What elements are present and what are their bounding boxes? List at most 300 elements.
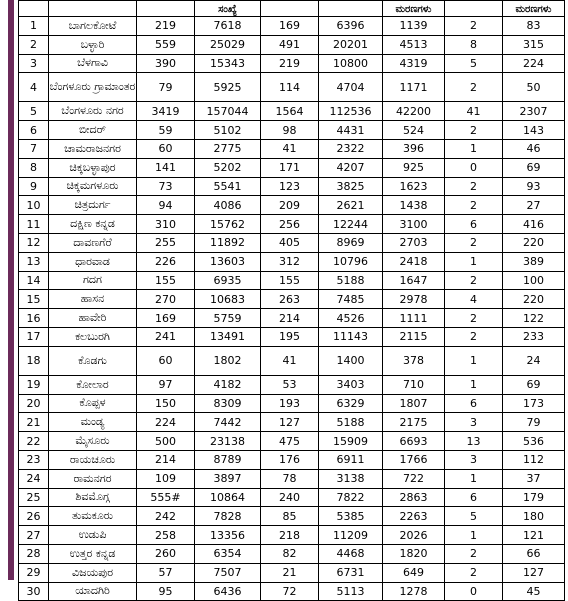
value-cell: 390 bbox=[137, 54, 195, 73]
value-cell: 66 bbox=[503, 544, 565, 563]
value-cell: 1139 bbox=[383, 17, 445, 36]
value-cell: 13491 bbox=[195, 327, 261, 346]
value-cell: 2 bbox=[445, 309, 503, 328]
value-cell: 240 bbox=[261, 488, 319, 507]
value-cell: 79 bbox=[137, 73, 195, 102]
value-cell: 1 bbox=[445, 139, 503, 158]
table-row bbox=[19, 73, 565, 102]
value-cell: 1400 bbox=[319, 346, 383, 375]
value-cell: 4468 bbox=[319, 544, 383, 563]
value-cell: 3138 bbox=[319, 469, 383, 488]
value-cell: 97 bbox=[137, 375, 195, 394]
value-cell: 123 bbox=[261, 177, 319, 196]
value-cell: 242 bbox=[137, 507, 195, 526]
value-cell: 6693 bbox=[383, 432, 445, 451]
value-cell: 6731 bbox=[319, 563, 383, 582]
value-cell: 195 bbox=[261, 327, 319, 346]
value-cell: 10800 bbox=[319, 54, 383, 73]
table-row bbox=[19, 413, 565, 432]
value-cell: 2703 bbox=[383, 233, 445, 252]
value-cell: 73 bbox=[137, 177, 195, 196]
value-cell: 121 bbox=[503, 526, 565, 545]
row-number-cell: 15 bbox=[19, 290, 49, 309]
value-cell: 3419 bbox=[137, 102, 195, 121]
value-cell: 2 bbox=[445, 563, 503, 582]
value-cell: 1564 bbox=[261, 102, 319, 121]
value-cell: 46 bbox=[503, 139, 565, 158]
value-cell: 5385 bbox=[319, 507, 383, 526]
value-cell: 524 bbox=[383, 121, 445, 140]
left-margin-bar bbox=[8, 0, 14, 580]
value-cell: 24 bbox=[503, 346, 565, 375]
table-row bbox=[19, 35, 565, 54]
district-name-cell: ಹಾವೇರಿ bbox=[49, 309, 137, 328]
value-cell: 94 bbox=[137, 196, 195, 215]
district-name-cell: ರಾಮನಗರ bbox=[49, 469, 137, 488]
row-number-cell: 14 bbox=[19, 271, 49, 290]
value-cell: 112536 bbox=[319, 102, 383, 121]
value-cell: 2418 bbox=[383, 252, 445, 271]
value-cell: 69 bbox=[503, 375, 565, 394]
row-number-cell: 18 bbox=[19, 346, 49, 375]
value-cell: 5925 bbox=[195, 73, 261, 102]
value-cell: 6 bbox=[445, 488, 503, 507]
value-cell: 258 bbox=[137, 526, 195, 545]
table-row bbox=[19, 252, 565, 271]
value-cell: 173 bbox=[503, 394, 565, 413]
district-name-cell: ಶಿವಮೊಗ್ಗ bbox=[49, 488, 137, 507]
table-row bbox=[19, 394, 565, 413]
value-cell: 85 bbox=[261, 507, 319, 526]
row-number-cell: 1 bbox=[19, 17, 49, 36]
header-cell bbox=[137, 1, 195, 17]
value-cell: 7485 bbox=[319, 290, 383, 309]
district-name-cell: ದಕ್ಷಿಣ ಕನ್ನಡ bbox=[49, 215, 137, 234]
value-cell: 8789 bbox=[195, 450, 261, 469]
value-cell: 405 bbox=[261, 233, 319, 252]
value-cell: 141 bbox=[137, 158, 195, 177]
header-cell bbox=[49, 1, 137, 17]
value-cell: 1802 bbox=[195, 346, 261, 375]
value-cell: 98 bbox=[261, 121, 319, 140]
value-cell: 6329 bbox=[319, 394, 383, 413]
value-cell: 127 bbox=[503, 563, 565, 582]
value-cell: 57 bbox=[137, 563, 195, 582]
row-number-cell: 7 bbox=[19, 139, 49, 158]
value-cell: 21 bbox=[261, 563, 319, 582]
value-cell: 6396 bbox=[319, 17, 383, 36]
table-row bbox=[19, 375, 565, 394]
value-cell: 7618 bbox=[195, 17, 261, 36]
value-cell: 1 bbox=[445, 375, 503, 394]
value-cell: 416 bbox=[503, 215, 565, 234]
value-cell: 233 bbox=[503, 327, 565, 346]
value-cell: 13 bbox=[445, 432, 503, 451]
district-name-cell: ರಾಯಚೂರು bbox=[49, 450, 137, 469]
value-cell: 179 bbox=[503, 488, 565, 507]
district-name-cell: ಚಾಮರಾಜನಗರ bbox=[49, 139, 137, 158]
header-cell: ಸಂಖ್ಯೆ bbox=[195, 1, 261, 17]
district-name-cell: ವಿಜಯಪುರ bbox=[49, 563, 137, 582]
value-cell: 100 bbox=[503, 271, 565, 290]
district-name-cell: ಗದಗ bbox=[49, 271, 137, 290]
value-cell: 5759 bbox=[195, 309, 261, 328]
value-cell: 6911 bbox=[319, 450, 383, 469]
value-cell: 5102 bbox=[195, 121, 261, 140]
value-cell: 925 bbox=[383, 158, 445, 177]
row-number-cell: 28 bbox=[19, 544, 49, 563]
value-cell: 1171 bbox=[383, 73, 445, 102]
district-name-cell: ಚಿತ್ರದುರ್ಗ bbox=[49, 196, 137, 215]
value-cell: 220 bbox=[503, 233, 565, 252]
row-number-cell: 22 bbox=[19, 432, 49, 451]
value-cell: 315 bbox=[503, 35, 565, 54]
value-cell: 310 bbox=[137, 215, 195, 234]
value-cell: 109 bbox=[137, 469, 195, 488]
value-cell: 1 bbox=[445, 346, 503, 375]
value-cell: 219 bbox=[261, 54, 319, 73]
row-number-cell: 5 bbox=[19, 102, 49, 121]
value-cell: 270 bbox=[137, 290, 195, 309]
row-number-cell: 25 bbox=[19, 488, 49, 507]
value-cell: 25029 bbox=[195, 35, 261, 54]
table-row bbox=[19, 54, 565, 73]
district-name-cell: ಹಾಸನ bbox=[49, 290, 137, 309]
row-number-cell: 8 bbox=[19, 158, 49, 177]
value-cell: 127 bbox=[261, 413, 319, 432]
value-cell: 214 bbox=[261, 309, 319, 328]
value-cell: 378 bbox=[383, 346, 445, 375]
value-cell: 79 bbox=[503, 413, 565, 432]
district-name-cell: ತುಮಕೂರು bbox=[49, 507, 137, 526]
value-cell: 536 bbox=[503, 432, 565, 451]
value-cell: 8 bbox=[445, 35, 503, 54]
value-cell: 12244 bbox=[319, 215, 383, 234]
value-cell: 11209 bbox=[319, 526, 383, 545]
value-cell: 45 bbox=[503, 582, 565, 601]
header-cell bbox=[445, 1, 503, 17]
table-row bbox=[19, 290, 565, 309]
value-cell: 11143 bbox=[319, 327, 383, 346]
value-cell: 2863 bbox=[383, 488, 445, 507]
table-row bbox=[19, 177, 565, 196]
value-cell: 219 bbox=[137, 17, 195, 36]
value-cell: 53 bbox=[261, 375, 319, 394]
value-cell: 2 bbox=[445, 544, 503, 563]
header-cell bbox=[261, 1, 319, 17]
value-cell: 20201 bbox=[319, 35, 383, 54]
district-name-cell: ಯಾದಗಿರಿ bbox=[49, 582, 137, 601]
table-row bbox=[19, 432, 565, 451]
value-cell: 2 bbox=[445, 73, 503, 102]
district-name-cell: ಉತ್ತರ ಕನ್ನಡ bbox=[49, 544, 137, 563]
value-cell: 0 bbox=[445, 582, 503, 601]
value-cell: 93 bbox=[503, 177, 565, 196]
value-cell: 3897 bbox=[195, 469, 261, 488]
value-cell: 176 bbox=[261, 450, 319, 469]
value-cell: 2175 bbox=[383, 413, 445, 432]
district-name-cell: ಬೆಳಗಾವಿ bbox=[49, 54, 137, 73]
value-cell: 78 bbox=[261, 469, 319, 488]
value-cell: 5541 bbox=[195, 177, 261, 196]
value-cell: 2 bbox=[445, 327, 503, 346]
row-number-cell: 30 bbox=[19, 582, 49, 601]
value-cell: 2 bbox=[445, 196, 503, 215]
value-cell: 3 bbox=[445, 413, 503, 432]
value-cell: 60 bbox=[137, 139, 195, 158]
value-cell: 2307 bbox=[503, 102, 565, 121]
value-cell: 5202 bbox=[195, 158, 261, 177]
value-cell: 4182 bbox=[195, 375, 261, 394]
value-cell: 5188 bbox=[319, 413, 383, 432]
value-cell: 3825 bbox=[319, 177, 383, 196]
table-row bbox=[19, 271, 565, 290]
value-cell: 13356 bbox=[195, 526, 261, 545]
value-cell: 157044 bbox=[195, 102, 261, 121]
value-cell: 649 bbox=[383, 563, 445, 582]
value-cell: 2 bbox=[445, 177, 503, 196]
value-cell: 143 bbox=[503, 121, 565, 140]
value-cell: 7442 bbox=[195, 413, 261, 432]
header-cell: ಮರಣಗಳು bbox=[383, 1, 445, 17]
value-cell: 6 bbox=[445, 215, 503, 234]
district-name-cell: ದಾವಣಗೆರೆ bbox=[49, 233, 137, 252]
district-name-cell: ಬೀದರ್ bbox=[49, 121, 137, 140]
row-number-cell: 21 bbox=[19, 413, 49, 432]
value-cell: 220 bbox=[503, 290, 565, 309]
value-cell: 15343 bbox=[195, 54, 261, 73]
value-cell: 214 bbox=[137, 450, 195, 469]
row-number-cell: 12 bbox=[19, 233, 49, 252]
value-cell: 224 bbox=[503, 54, 565, 73]
value-cell: 1111 bbox=[383, 309, 445, 328]
table-row bbox=[19, 327, 565, 346]
value-cell: 83 bbox=[503, 17, 565, 36]
value-cell: 50 bbox=[503, 73, 565, 102]
district-name-cell: ಮಂಡ್ಯ bbox=[49, 413, 137, 432]
value-cell: 122 bbox=[503, 309, 565, 328]
value-cell: 475 bbox=[261, 432, 319, 451]
value-cell: 13603 bbox=[195, 252, 261, 271]
value-cell: 500 bbox=[137, 432, 195, 451]
value-cell: 59 bbox=[137, 121, 195, 140]
row-number-cell: 24 bbox=[19, 469, 49, 488]
district-name-cell: ಬೆಂಗಳೂರು ಗ್ರಾಮಾಂತರ bbox=[49, 73, 137, 102]
row-number-cell: 2 bbox=[19, 35, 49, 54]
value-cell: 4319 bbox=[383, 54, 445, 73]
value-cell: 69 bbox=[503, 158, 565, 177]
row-number-cell: 9 bbox=[19, 177, 49, 196]
value-cell: 722 bbox=[383, 469, 445, 488]
value-cell: 155 bbox=[137, 271, 195, 290]
value-cell: 255 bbox=[137, 233, 195, 252]
value-cell: 2775 bbox=[195, 139, 261, 158]
value-cell: 169 bbox=[261, 17, 319, 36]
row-number-cell: 10 bbox=[19, 196, 49, 215]
value-cell: 193 bbox=[261, 394, 319, 413]
value-cell: 4086 bbox=[195, 196, 261, 215]
value-cell: 1438 bbox=[383, 196, 445, 215]
value-cell: 389 bbox=[503, 252, 565, 271]
value-cell: 41 bbox=[261, 346, 319, 375]
value-cell: 5 bbox=[445, 54, 503, 73]
value-cell: 6935 bbox=[195, 271, 261, 290]
district-name-cell: ಬಳ್ಳಾರಿ bbox=[49, 35, 137, 54]
table-row bbox=[19, 17, 565, 36]
value-cell: 95 bbox=[137, 582, 195, 601]
header-cell: ಮರಣಗಳು bbox=[503, 1, 565, 17]
value-cell: 396 bbox=[383, 139, 445, 158]
value-cell: 1766 bbox=[383, 450, 445, 469]
table-row bbox=[19, 121, 565, 140]
value-cell: 27 bbox=[503, 196, 565, 215]
value-cell: 2 bbox=[445, 233, 503, 252]
value-cell: 10683 bbox=[195, 290, 261, 309]
value-cell: 150 bbox=[137, 394, 195, 413]
value-cell: 2 bbox=[445, 121, 503, 140]
value-cell: 312 bbox=[261, 252, 319, 271]
value-cell: 7822 bbox=[319, 488, 383, 507]
table-row bbox=[19, 526, 565, 545]
value-cell: 72 bbox=[261, 582, 319, 601]
value-cell: 112 bbox=[503, 450, 565, 469]
row-number-cell: 27 bbox=[19, 526, 49, 545]
table-row bbox=[19, 544, 565, 563]
value-cell: 1 bbox=[445, 469, 503, 488]
value-cell: 2 bbox=[445, 17, 503, 36]
value-cell: 2115 bbox=[383, 327, 445, 346]
value-cell: 7828 bbox=[195, 507, 261, 526]
value-cell: 555# bbox=[137, 488, 195, 507]
value-cell: 8969 bbox=[319, 233, 383, 252]
value-cell: 4526 bbox=[319, 309, 383, 328]
value-cell: 2621 bbox=[319, 196, 383, 215]
value-cell: 1820 bbox=[383, 544, 445, 563]
value-cell: 6 bbox=[445, 394, 503, 413]
value-cell: 15762 bbox=[195, 215, 261, 234]
district-name-cell: ಕೋಲಾರ bbox=[49, 375, 137, 394]
value-cell: 5 bbox=[445, 507, 503, 526]
value-cell: 15909 bbox=[319, 432, 383, 451]
value-cell: 4704 bbox=[319, 73, 383, 102]
value-cell: 114 bbox=[261, 73, 319, 102]
value-cell: 256 bbox=[261, 215, 319, 234]
value-cell: 3403 bbox=[319, 375, 383, 394]
value-cell: 5188 bbox=[319, 271, 383, 290]
table-row bbox=[19, 196, 565, 215]
table-row bbox=[19, 488, 565, 507]
row-number-cell: 20 bbox=[19, 394, 49, 413]
value-cell: 1623 bbox=[383, 177, 445, 196]
row-number-cell: 17 bbox=[19, 327, 49, 346]
row-number-cell: 6 bbox=[19, 121, 49, 140]
value-cell: 4207 bbox=[319, 158, 383, 177]
district-name-cell: ಧಾರವಾಡ bbox=[49, 252, 137, 271]
table-row bbox=[19, 233, 565, 252]
value-cell: 8309 bbox=[195, 394, 261, 413]
value-cell: 42200 bbox=[383, 102, 445, 121]
value-cell: 4513 bbox=[383, 35, 445, 54]
row-number-cell: 19 bbox=[19, 375, 49, 394]
value-cell: 169 bbox=[137, 309, 195, 328]
value-cell: 4431 bbox=[319, 121, 383, 140]
value-cell: 260 bbox=[137, 544, 195, 563]
value-cell: 0 bbox=[445, 158, 503, 177]
value-cell: 41 bbox=[261, 139, 319, 158]
district-name-cell: ಕೊಪ್ಪಳ bbox=[49, 394, 137, 413]
value-cell: 2 bbox=[445, 271, 503, 290]
value-cell: 6436 bbox=[195, 582, 261, 601]
table-body bbox=[19, 17, 565, 601]
table-row bbox=[19, 346, 565, 375]
value-cell: 5113 bbox=[319, 582, 383, 601]
value-cell: 224 bbox=[137, 413, 195, 432]
value-cell: 171 bbox=[261, 158, 319, 177]
value-cell: 3100 bbox=[383, 215, 445, 234]
district-name-cell: ಬಾಗಲಕೋಟೆ bbox=[49, 17, 137, 36]
value-cell: 11892 bbox=[195, 233, 261, 252]
value-cell: 4 bbox=[445, 290, 503, 309]
value-cell: 10864 bbox=[195, 488, 261, 507]
row-number-cell: 11 bbox=[19, 215, 49, 234]
table-row bbox=[19, 450, 565, 469]
table-row bbox=[19, 469, 565, 488]
district-name-cell: ಕೊಡಗು bbox=[49, 346, 137, 375]
value-cell: 2322 bbox=[319, 139, 383, 158]
value-cell: 1278 bbox=[383, 582, 445, 601]
district-name-cell: ಚಿಕ್ಕಮಗಳೂರು bbox=[49, 177, 137, 196]
header-cell bbox=[319, 1, 383, 17]
table-row bbox=[19, 139, 565, 158]
header-cell bbox=[19, 1, 49, 17]
value-cell: 41 bbox=[445, 102, 503, 121]
row-number-cell: 23 bbox=[19, 450, 49, 469]
table-row bbox=[19, 309, 565, 328]
value-cell: 6354 bbox=[195, 544, 261, 563]
table-row bbox=[19, 215, 565, 234]
value-cell: 263 bbox=[261, 290, 319, 309]
row-number-cell: 16 bbox=[19, 309, 49, 328]
value-cell: 82 bbox=[261, 544, 319, 563]
district-name-cell: ಚಿಕ್ಕಬಳ್ಳಾಪುರ bbox=[49, 158, 137, 177]
value-cell: 37 bbox=[503, 469, 565, 488]
value-cell: 155 bbox=[261, 271, 319, 290]
value-cell: 218 bbox=[261, 526, 319, 545]
value-cell: 23138 bbox=[195, 432, 261, 451]
table-row bbox=[19, 582, 565, 601]
row-number-cell: 26 bbox=[19, 507, 49, 526]
value-cell: 180 bbox=[503, 507, 565, 526]
row-number-cell: 4 bbox=[19, 73, 49, 102]
table-row bbox=[19, 507, 565, 526]
district-name-cell: ಕಲಬುರಗಿ bbox=[49, 327, 137, 346]
value-cell: 226 bbox=[137, 252, 195, 271]
value-cell: 710 bbox=[383, 375, 445, 394]
district-name-cell: ಉಡುಪಿ bbox=[49, 526, 137, 545]
district-covid-table bbox=[18, 0, 565, 601]
table-row bbox=[19, 563, 565, 582]
table-row bbox=[19, 102, 565, 121]
value-cell: 7507 bbox=[195, 563, 261, 582]
value-cell: 1 bbox=[445, 252, 503, 271]
table-header-row bbox=[19, 1, 565, 17]
row-number-cell: 3 bbox=[19, 54, 49, 73]
value-cell: 3 bbox=[445, 450, 503, 469]
value-cell: 491 bbox=[261, 35, 319, 54]
value-cell: 559 bbox=[137, 35, 195, 54]
district-name-cell: ಬೆಂಗಳೂರು ನಗರ bbox=[49, 102, 137, 121]
value-cell: 1 bbox=[445, 526, 503, 545]
